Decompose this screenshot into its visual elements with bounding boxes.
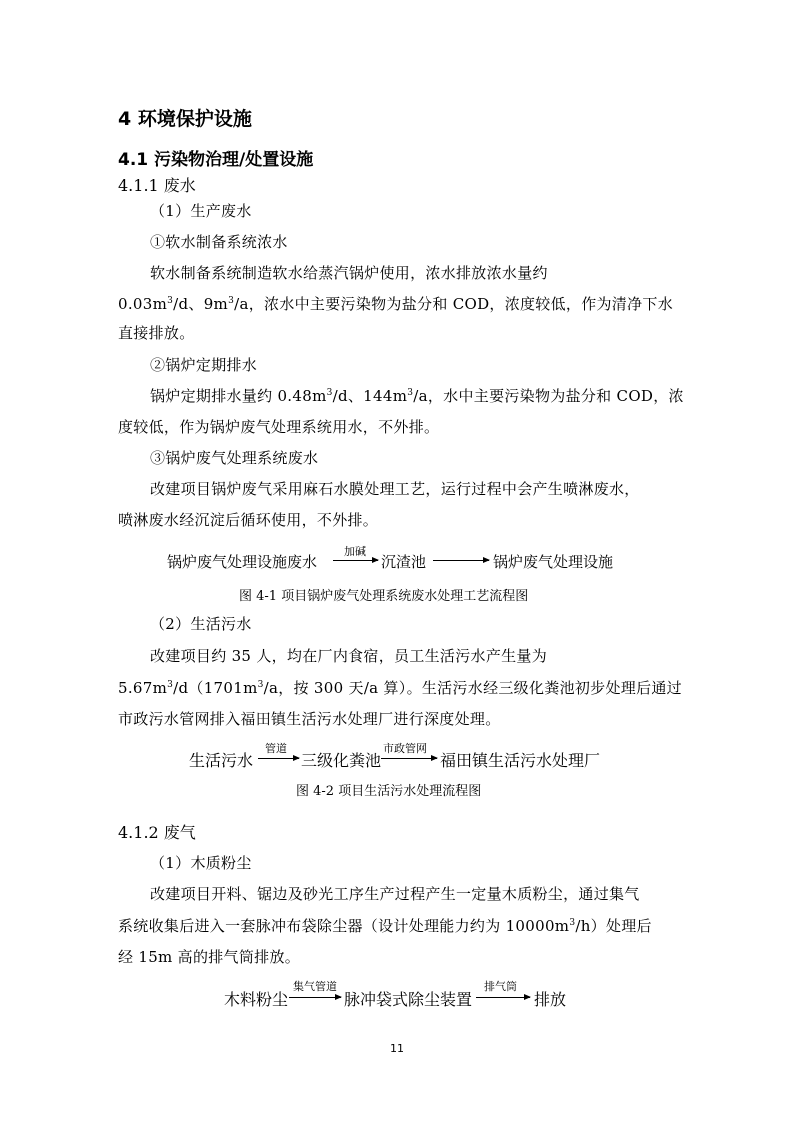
figure-4-1-caption: 图 4-1 项目锅炉废气处理系统废水处理工艺流程图 — [239, 589, 529, 604]
flow3-node-filter: 脉冲袋式除尘装置 — [344, 990, 473, 1009]
wood-dust-subheading: （1）木质粉尘 — [150, 854, 252, 872]
flow2-node-septic: 三级化粪池 — [301, 751, 382, 770]
domestic-sewage-line2: $5.67m^3/d(1701m^3/a$，按 300 天/a 算）。生活污水经三级化粪池初步处理后通过 — [118, 679, 682, 697]
flow3-arrow1-label: 集气管道 — [293, 980, 337, 993]
soft-water-line3: 直接排放。 — [118, 324, 195, 342]
flow3-node-source: 木料粉尘 — [224, 990, 289, 1009]
flow3-arrow-2 — [476, 997, 530, 998]
soft-water-line1: 软水制备系统制造软水给蒸汽锅炉使用，浓水排放浓水量约 — [150, 264, 548, 282]
flow2-arrow1-label: 管道 — [265, 742, 287, 755]
domestic-sewage-subheading: （2）生活污水 — [150, 615, 252, 633]
boiler-drain-line1: 锅炉定期排水量约 $0.48m^3/d$、$144m^3/a$，水中主要污染物为盐分和 COD，浓 — [150, 387, 684, 405]
boiler-drain-line2: 度较低，作为锅炉废气处理系统用水，不外排。 — [118, 418, 440, 436]
flow2-arrow-1 — [258, 758, 299, 759]
flow3-arrow2-label: 排气筒 — [484, 980, 517, 993]
flow1-node-source: 锅炉废气处理设施废水 — [167, 553, 318, 571]
flow1-node-target: 锅炉废气处理设施 — [493, 553, 614, 571]
domestic-sewage-line3: 市政污水管网排入福田镇生活污水处理厂进行深度处理。 — [118, 710, 501, 728]
wastewater-heading: 4.1.1 废水 — [118, 176, 196, 195]
wood-dust-line2: 系统收集后进入一套脉冲布袋除尘器（设计处理能力约为 $10000m^3/h$）处理后 — [118, 917, 652, 935]
soft-water-line2: $0.03m^3/d$、$9m^3/a$，浓水中主要污染物为盐分和 COD，浓度较低，作为清净下水 — [118, 295, 673, 313]
boiler-gas-wastewater-line2: 喷淋废水经沉淀后循环使用，不外排。 — [118, 511, 379, 529]
flow2-arrow-2 — [381, 758, 437, 759]
waste-gas-heading: 4.1.2 废气 — [118, 823, 196, 842]
boiler-drain-title: ②锅炉定期排水 — [150, 356, 258, 374]
flow2-node-source: 生活污水 — [189, 751, 254, 770]
domestic-sewage-line1: 改建项目约 35 人，均在厂内食宿，员工生活污水产生量为 — [150, 647, 548, 665]
flow2-node-plant: 福田镇生活污水处理厂 — [440, 751, 601, 770]
soft-water-title: ①软水制备系统浓水 — [150, 233, 288, 251]
flow3-arrow-1 — [289, 997, 341, 998]
flow1-arrow-1 — [333, 560, 378, 561]
section-heading: 4 环境保护设施 — [118, 108, 252, 130]
wood-dust-line1: 改建项目开料、锯边及砂光工序生产过程产生一定量木质粉尘，通过集气 — [150, 885, 640, 903]
subsection-heading: 4.1 污染物治理/处置设施 — [118, 150, 314, 170]
flow1-arrow-label: 加碱 — [344, 545, 366, 558]
page-number: 11 — [390, 1042, 404, 1055]
wood-dust-line3: 经 15m 高的排气筒排放。 — [118, 948, 301, 966]
flow3-node-discharge: 排放 — [534, 990, 567, 1009]
production-wastewater-subheading: （1）生产废水 — [150, 202, 252, 220]
figure-4-2-caption: 图 4-2 项目生活污水处理流程图 — [296, 784, 482, 799]
boiler-gas-wastewater-line1: 改建项目锅炉废气采用麻石水膜处理工艺，运行过程中会产生喷淋废水， — [150, 480, 640, 498]
flow2-arrow2-label: 市政管网 — [383, 742, 427, 755]
flow1-node-settling: 沉渣池 — [381, 553, 427, 571]
boiler-gas-wastewater-title: ③锅炉废气处理系统废水 — [150, 449, 319, 467]
flow1-arrow-2 — [433, 560, 489, 561]
